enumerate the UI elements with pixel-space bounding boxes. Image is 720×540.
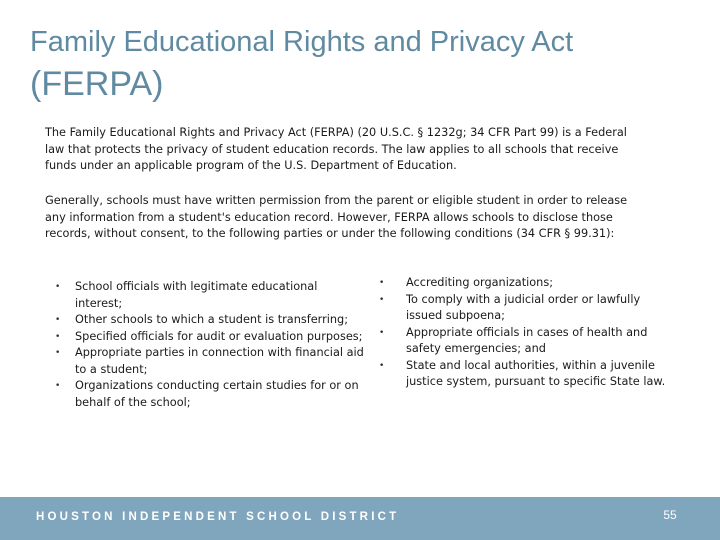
left-bullet-list bbox=[55, 279, 365, 411]
right-bullet-list bbox=[379, 275, 679, 391]
footer-bar bbox=[0, 497, 720, 540]
list-item: • State and local authorities, within a juvenile justice system, pursuant to specific State law. bbox=[379, 358, 679, 391]
list-item: • Specified officials for audit or evaluation purposes; bbox=[55, 329, 365, 346]
list-item: • Appropriate officials in cases of health and safety emergencies; and bbox=[379, 325, 679, 358]
slide-title-line2: (FERPA) bbox=[30, 65, 164, 103]
list-item: • Accrediting organizations; bbox=[379, 275, 679, 292]
list-item: • Organizations conducting certain studies for or on behalf of the school; bbox=[55, 378, 365, 411]
page-number: 55 bbox=[663, 508, 677, 522]
list-item: • Appropriate parties in connection with financial aid to a student; bbox=[55, 345, 365, 378]
list-item: • School officials with legitimate educational interest; bbox=[55, 279, 365, 312]
list-item: • Other schools to which a student is transferring; bbox=[55, 312, 365, 329]
footer-organization: HOUSTON INDEPENDENT SCHOOL DISTRICT bbox=[36, 511, 400, 523]
slide-title-line1: Family Educational Rights and Privacy Act bbox=[30, 26, 574, 58]
list-item: • To comply with a judicial order or lawfully issued subpoena; bbox=[379, 292, 679, 325]
intro-paragraph: The Family Educational Rights and Privacy Act (FERPA) (20 U.S.C. § 1232g; 34 CFR Part 99) is a Federal law that protects the privacy of student education records. The law applies to all schools that receive funds under an applicable program of the U.S. Department of Education. bbox=[45, 126, 627, 172]
disclosure-paragraph: Generally, schools must have written permission from the parent or eligible student in order to release any information from a student's education record. However, FERPA allows schools to disclose those records, without consent, to the following parties or under the following conditions (34 CFR § 99.31): bbox=[45, 194, 628, 240]
slide-title bbox=[30, 24, 690, 106]
